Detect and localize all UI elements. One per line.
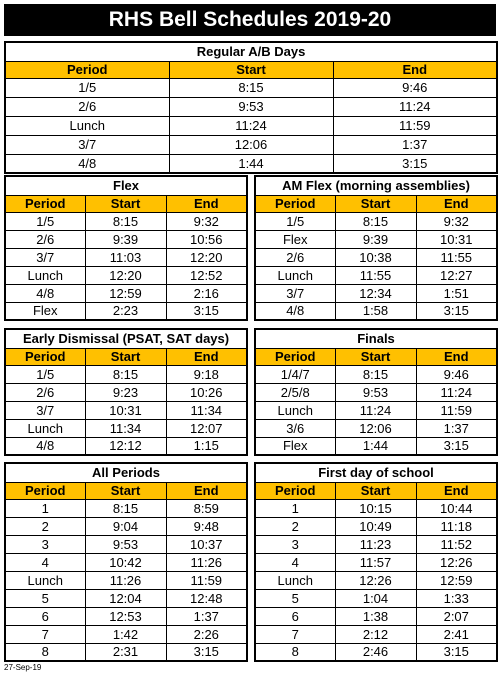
period-cell: 1/5 [5, 365, 85, 383]
period-cell: Lunch [255, 401, 335, 419]
table-row [5, 365, 247, 383]
end-cell: 9:18 [166, 365, 247, 383]
period-cell: 2 [255, 517, 335, 535]
column-header-start: Start [85, 348, 166, 365]
page-title: RHS Bell Schedules 2019-20 [4, 4, 496, 36]
start-cell: 10:15 [335, 499, 416, 517]
start-cell: 11:23 [335, 535, 416, 553]
end-cell: 10:26 [166, 383, 247, 401]
table-title: Regular A/B Days [5, 42, 497, 61]
period-cell: 1 [255, 499, 335, 517]
table-row [5, 437, 247, 455]
period-cell: 3/7 [5, 248, 85, 266]
end-cell: 9:32 [166, 212, 247, 230]
table-row [255, 266, 497, 284]
end-cell: 9:46 [333, 78, 497, 97]
start-cell: 12:59 [85, 284, 166, 302]
period-cell: 6 [5, 607, 85, 625]
table-row [255, 365, 497, 383]
period-cell: 1/4/7 [255, 365, 335, 383]
table-row [5, 97, 497, 116]
end-cell: 3:15 [166, 302, 247, 320]
start-cell: 11:55 [335, 266, 416, 284]
column-header-start: Start [85, 195, 166, 212]
period-cell: 4/8 [5, 284, 85, 302]
column-header-period: Period [5, 195, 85, 212]
start-cell: 9:04 [85, 517, 166, 535]
table-row [5, 284, 247, 302]
start-cell: 9:53 [169, 97, 333, 116]
period-cell: 3/7 [5, 401, 85, 419]
column-header-end: End [166, 482, 247, 499]
period-cell: 4 [255, 553, 335, 571]
period-cell: 5 [5, 589, 85, 607]
start-cell: 1:58 [335, 302, 416, 320]
end-cell: 2:16 [166, 284, 247, 302]
start-cell: 9:53 [335, 383, 416, 401]
end-cell: 11:34 [166, 401, 247, 419]
table-row [5, 154, 497, 173]
table-row [5, 383, 247, 401]
period-cell: 2 [5, 517, 85, 535]
end-cell: 8:59 [166, 499, 247, 517]
end-cell: 3:15 [416, 302, 497, 320]
start-cell: 2:46 [335, 643, 416, 661]
table-row [5, 535, 247, 553]
column-header-start: Start [169, 61, 333, 78]
start-cell: 12:34 [335, 284, 416, 302]
table-title: First day of school [255, 463, 497, 482]
table-row [5, 230, 247, 248]
end-cell: 3:15 [166, 643, 247, 661]
table-row [255, 437, 497, 455]
table-title: Flex [5, 176, 247, 195]
table-row [255, 589, 497, 607]
table-row [255, 607, 497, 625]
table-row [255, 212, 497, 230]
period-cell: 8 [255, 643, 335, 661]
column-header-period: Period [255, 195, 335, 212]
period-cell: 2/6 [5, 230, 85, 248]
end-cell: 1:37 [333, 135, 497, 154]
table-row [5, 78, 497, 97]
column-header-period: Period [255, 482, 335, 499]
period-cell: Lunch [255, 266, 335, 284]
table-row [5, 607, 247, 625]
end-cell: 12:59 [416, 571, 497, 589]
start-cell: 11:24 [169, 116, 333, 135]
period-cell: Lunch [5, 266, 85, 284]
table-row [5, 302, 247, 320]
table-row [255, 302, 497, 320]
all-periods-schedule-table [4, 462, 248, 662]
start-cell: 10:38 [335, 248, 416, 266]
am-flex-schedule-table [254, 175, 498, 321]
table-title: AM Flex (morning assemblies) [255, 176, 497, 195]
start-cell: 12:26 [335, 571, 416, 589]
column-header-start: Start [335, 482, 416, 499]
start-cell: 9:39 [335, 230, 416, 248]
start-cell: 11:34 [85, 419, 166, 437]
start-cell: 12:53 [85, 607, 166, 625]
table-row [5, 643, 247, 661]
start-cell: 11:26 [85, 571, 166, 589]
column-header-end: End [166, 195, 247, 212]
start-cell: 2:23 [85, 302, 166, 320]
end-cell: 10:56 [166, 230, 247, 248]
start-cell: 2:12 [335, 625, 416, 643]
end-cell: 2:41 [416, 625, 497, 643]
end-cell: 11:52 [416, 535, 497, 553]
end-cell: 11:26 [166, 553, 247, 571]
end-cell: 3:15 [333, 154, 497, 173]
start-cell: 11:57 [335, 553, 416, 571]
table-row [255, 419, 497, 437]
period-cell: 2/6 [5, 97, 169, 116]
end-cell: 1:33 [416, 589, 497, 607]
start-cell: 8:15 [335, 212, 416, 230]
column-header-start: Start [85, 482, 166, 499]
period-cell: 8 [5, 643, 85, 661]
period-cell: Lunch [5, 571, 85, 589]
start-cell: 10:31 [85, 401, 166, 419]
start-cell: 9:53 [85, 535, 166, 553]
end-cell: 12:27 [416, 266, 497, 284]
column-header-end: End [333, 61, 497, 78]
period-cell: 4 [5, 553, 85, 571]
period-cell: 3/7 [255, 284, 335, 302]
period-cell: Flex [255, 230, 335, 248]
period-cell: Lunch [5, 419, 85, 437]
column-header-end: End [166, 348, 247, 365]
table-row [255, 248, 497, 266]
table-row [5, 248, 247, 266]
end-cell: 11:59 [416, 401, 497, 419]
table-row [255, 401, 497, 419]
table-row [5, 571, 247, 589]
start-cell: 8:15 [169, 78, 333, 97]
end-cell: 10:37 [166, 535, 247, 553]
period-cell: 2/6 [255, 248, 335, 266]
period-cell: 3/6 [255, 419, 335, 437]
start-cell: 9:23 [85, 383, 166, 401]
flex-schedule-table [4, 175, 248, 321]
end-cell: 11:59 [333, 116, 497, 135]
start-cell: 11:24 [335, 401, 416, 419]
column-header-start: Start [335, 348, 416, 365]
start-cell: 1:44 [169, 154, 333, 173]
start-cell: 8:15 [85, 212, 166, 230]
period-cell: Lunch [5, 116, 169, 135]
table-row [5, 116, 497, 135]
period-cell: 5 [255, 589, 335, 607]
start-cell: 12:04 [85, 589, 166, 607]
table-row [255, 284, 497, 302]
period-cell: 2/5/8 [255, 383, 335, 401]
period-cell: 3/7 [5, 135, 169, 154]
regular-schedule-table [4, 41, 498, 174]
table-row [255, 517, 497, 535]
table-title: Finals [255, 329, 497, 348]
period-cell: 3 [5, 535, 85, 553]
column-header-period: Period [5, 482, 85, 499]
end-cell: 9:48 [166, 517, 247, 535]
end-cell: 3:15 [416, 437, 497, 455]
period-cell: 6 [255, 607, 335, 625]
end-cell: 11:24 [416, 383, 497, 401]
table-row [5, 419, 247, 437]
period-cell: 4/8 [5, 154, 169, 173]
footer-date: 27-Sep-19 [4, 663, 42, 672]
table-row [5, 499, 247, 517]
start-cell: 2:31 [85, 643, 166, 661]
table-title: Early Dismissal (PSAT, SAT days) [5, 329, 247, 348]
start-cell: 1:04 [335, 589, 416, 607]
table-row [5, 266, 247, 284]
table-row [5, 401, 247, 419]
period-cell: 3 [255, 535, 335, 553]
period-cell: Lunch [255, 571, 335, 589]
column-header-start: Start [335, 195, 416, 212]
end-cell: 2:26 [166, 625, 247, 643]
end-cell: 1:15 [166, 437, 247, 455]
column-header-end: End [416, 195, 497, 212]
period-cell: 1 [5, 499, 85, 517]
column-header-period: Period [5, 348, 85, 365]
start-cell: 12:06 [335, 419, 416, 437]
table-row [255, 553, 497, 571]
period-cell: Flex [5, 302, 85, 320]
start-cell: 8:15 [85, 499, 166, 517]
table-row [255, 571, 497, 589]
start-cell: 1:44 [335, 437, 416, 455]
finals-schedule-table [254, 328, 498, 456]
period-cell: 1/5 [5, 212, 85, 230]
start-cell: 12:12 [85, 437, 166, 455]
table-row [255, 625, 497, 643]
first-day-schedule-table [254, 462, 498, 662]
end-cell: 12:52 [166, 266, 247, 284]
start-cell: 11:03 [85, 248, 166, 266]
end-cell: 12:07 [166, 419, 247, 437]
start-cell: 9:39 [85, 230, 166, 248]
table-row [255, 499, 497, 517]
end-cell: 12:48 [166, 589, 247, 607]
end-cell: 11:59 [166, 571, 247, 589]
column-header-period: Period [255, 348, 335, 365]
start-cell: 8:15 [85, 365, 166, 383]
end-cell: 9:32 [416, 212, 497, 230]
period-cell: 1/5 [5, 78, 169, 97]
start-cell: 10:49 [335, 517, 416, 535]
table-row [255, 535, 497, 553]
column-header-period: Period [5, 61, 169, 78]
table-title: All Periods [5, 463, 247, 482]
early-dismissal-schedule-table [4, 328, 248, 456]
end-cell: 10:31 [416, 230, 497, 248]
table-row [5, 212, 247, 230]
period-cell: Flex [255, 437, 335, 455]
period-cell: 1/5 [255, 212, 335, 230]
end-cell: 1:37 [166, 607, 247, 625]
end-cell: 9:46 [416, 365, 497, 383]
end-cell: 3:15 [416, 643, 497, 661]
table-row [5, 135, 497, 154]
table-row [5, 625, 247, 643]
table-row [5, 517, 247, 535]
start-cell: 12:20 [85, 266, 166, 284]
end-cell: 1:51 [416, 284, 497, 302]
end-cell: 11:55 [416, 248, 497, 266]
end-cell: 2:07 [416, 607, 497, 625]
start-cell: 1:42 [85, 625, 166, 643]
period-cell: 4/8 [255, 302, 335, 320]
period-cell: 4/8 [5, 437, 85, 455]
table-row [255, 383, 497, 401]
period-cell: 7 [255, 625, 335, 643]
column-header-end: End [416, 482, 497, 499]
end-cell: 1:37 [416, 419, 497, 437]
table-row [5, 589, 247, 607]
table-row [5, 553, 247, 571]
start-cell: 12:06 [169, 135, 333, 154]
end-cell: 12:20 [166, 248, 247, 266]
start-cell: 8:15 [335, 365, 416, 383]
table-row [255, 643, 497, 661]
start-cell: 1:38 [335, 607, 416, 625]
end-cell: 12:26 [416, 553, 497, 571]
period-cell: 7 [5, 625, 85, 643]
column-header-end: End [416, 348, 497, 365]
start-cell: 10:42 [85, 553, 166, 571]
table-row [255, 230, 497, 248]
period-cell: 2/6 [5, 383, 85, 401]
end-cell: 11:18 [416, 517, 497, 535]
end-cell: 11:24 [333, 97, 497, 116]
end-cell: 10:44 [416, 499, 497, 517]
